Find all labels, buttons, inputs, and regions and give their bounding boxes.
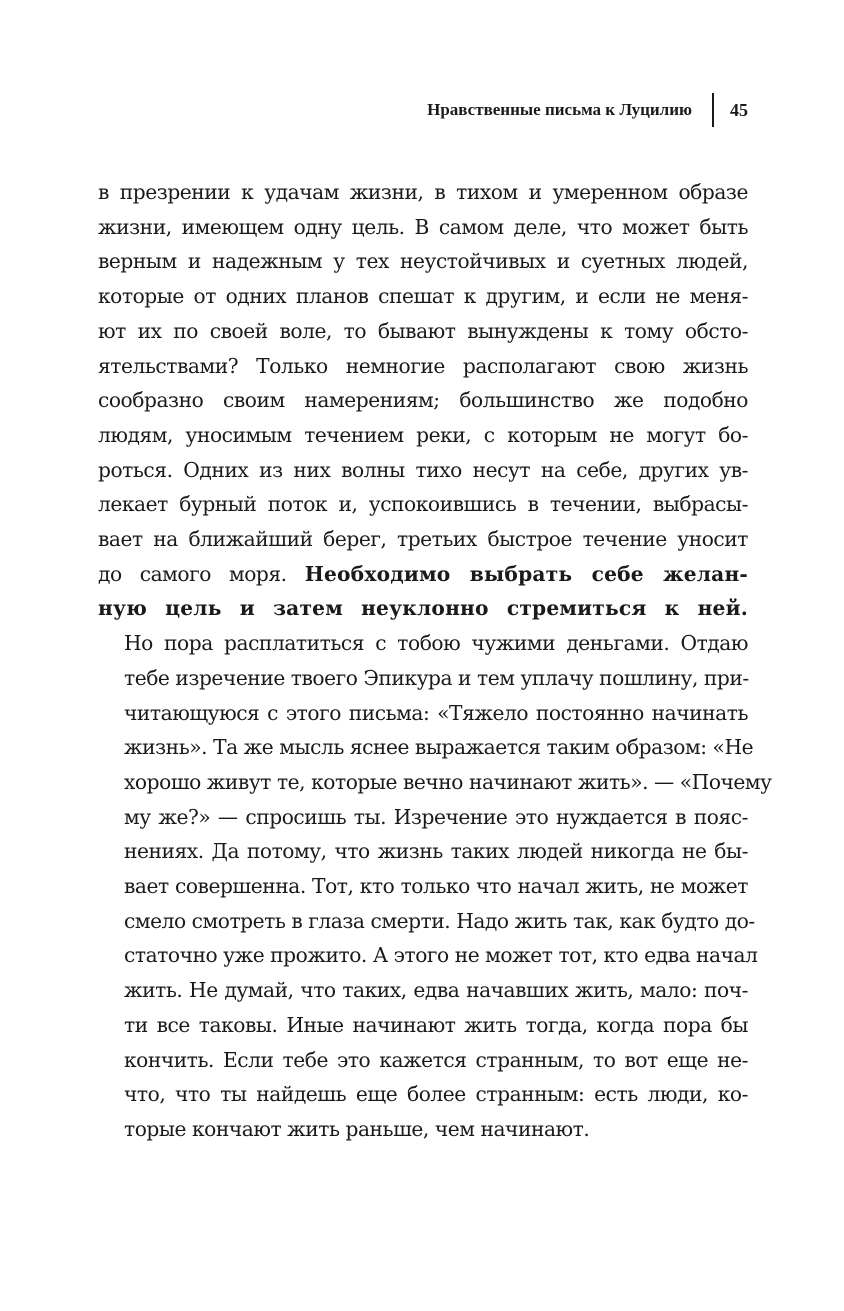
- text-line: лекает бурный поток и, успокоившись в течении, выбрасы-: [98, 492, 748, 517]
- text-line: ятельствами? Только немногие располагают свою жизнь: [98, 353, 748, 378]
- text-line: ти все таковы. Иные начинают жить тогда, когда пора бы: [124, 1012, 748, 1037]
- text-line: хорошо живут те, которые вечно начинают жить». — «Почему: [124, 769, 772, 794]
- text-line: вает на ближайший берег, третьих быстрое течение уносит: [98, 527, 748, 552]
- text-line: читающуюся с этого письма: «Тяжело постоянно начинать: [124, 700, 748, 725]
- text-line-mixed: [98, 557, 748, 592]
- text-line: статочно уже прожито. А этого не может тот, кто едва начал: [124, 943, 758, 968]
- text-line: кончить. Если тебе это кажется странным, то вот еще не-: [124, 1047, 748, 1072]
- text-line: что, что ты найдешь еще более странным: есть люди, ко-: [124, 1082, 748, 1107]
- paragraph-2: [98, 626, 772, 1147]
- emphasis-text: Необходимо выбрать себе желан-: [304, 561, 749, 586]
- text-line: людям, уносимым течением реки, с которым не могут бо-: [98, 422, 748, 447]
- header-divider: [712, 93, 714, 127]
- paragraph-1: [98, 175, 748, 626]
- text-line: в презрении к удачам жизни, в тихом и умеренном образе: [98, 180, 748, 204]
- text-line: торые кончают жить раньше, чем начинают.: [124, 1116, 590, 1141]
- text-line: жизнь». Та же мысль яснее выражается таким образом: «Не: [124, 735, 754, 760]
- text-line: верным и надежным у тех неустойчивых и суетных людей,: [98, 249, 748, 274]
- page-number: 45: [730, 99, 748, 120]
- emphasis-text: ную цель и затем неуклонно стремиться к ней.: [98, 596, 748, 621]
- text-line: нениях. Да потому, что жизнь таких людей никогда не бы-: [124, 839, 748, 864]
- text-line: тебе изречение твоего Эпикура и тем уплачу пошлину, при-: [124, 665, 749, 690]
- text-line: которые от одних планов спешат к другим, и если не меня-: [98, 284, 748, 309]
- text-line: жизни, имеющем одну цель. В самом деле, что может быть: [98, 214, 748, 239]
- text-line: му же?» — спросишь ты. Изречение это нуждается в пояс-: [124, 804, 748, 829]
- text-line: роться. Одних из них волны тихо несут на себе, других ув-: [98, 457, 748, 482]
- text-segment: до самого моря.: [98, 561, 287, 586]
- running-header: [427, 92, 748, 128]
- body-text: [98, 175, 772, 1147]
- text-line: жить. Не думай, что таких, едва начавших жить, мало: поч-: [124, 978, 748, 1003]
- text-line: сообразно своим намерениям; большинство же подобно: [98, 388, 748, 413]
- text-line: смело смотреть в глаза смерти. Надо жить так, как будто до-: [124, 908, 755, 933]
- text-line: Но пора расплатиться с тобою чужими деньгами. Отдаю: [124, 631, 748, 656]
- text-line: вает совершенна. Тот, кто только что начал жить, не может: [124, 874, 748, 899]
- text-line: ют их по своей воле, то бывают вынуждены к тому обсто-: [98, 318, 748, 343]
- running-header-title: Нравственные письма к Луцилию: [427, 100, 692, 119]
